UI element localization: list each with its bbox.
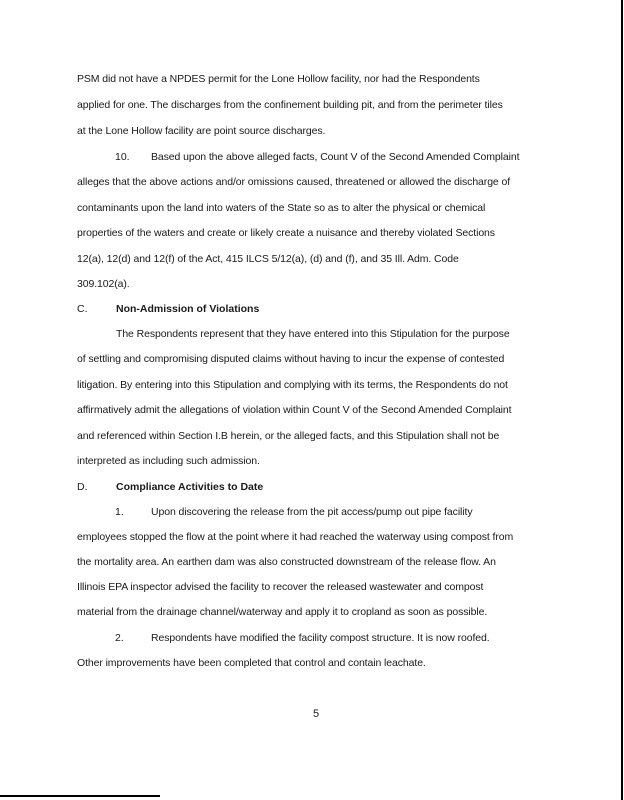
paragraph-line: at the Lone Hollow facility are point source discharges. <box>77 125 326 137</box>
paragraph-line: contaminants upon the land into waters of the State so as to alter the physical or chemical <box>77 202 486 214</box>
paragraph-line: 309.102(a). <box>77 278 130 290</box>
section-letter: D. <box>77 481 88 493</box>
scan-edge-right <box>621 0 623 800</box>
section-heading: Compliance Activities to Date <box>116 481 264 493</box>
paragraph-first-line: Respondents have modified the facility compost structure. It is now roofed. <box>151 632 490 644</box>
paragraph-line: of settling and compromising disputed claims without having to incur the expense of contested <box>77 353 505 365</box>
paragraph-line: litigation. By entering into this Stipulation and complying with its terms, the Respondents do not <box>77 379 508 391</box>
paragraph-first-line: The Respondents represent that they have entered into this Stipulation for the purpose <box>116 328 510 340</box>
paragraph-line: and referenced within Section I.B herein, or the alleged facts, and this Stipulation shall not be <box>77 430 500 442</box>
page-number: 5 <box>313 708 320 720</box>
paragraph-line: interpreted as including such admission. <box>77 455 260 467</box>
paragraph-line: alleges that the above actions and/or omissions caused, threatened or allowed the discharge of <box>77 176 511 188</box>
paragraph-number: 10. <box>115 151 130 163</box>
paragraph-line: Illinois EPA inspector advised the facility to recover the released wastewater and compost <box>77 581 484 593</box>
paragraph-line: employees stopped the flow at the point where it had reached the waterway using compost from <box>77 531 514 543</box>
paragraph-line: properties of the waters and create or likely create a nuisance and thereby violated Sections <box>77 227 495 239</box>
paragraph-line: PSM did not have a NPDES permit for the Lone Hollow facility, nor had the Respondents <box>77 73 480 85</box>
paragraph-line: applied for one. The discharges from the confinement building pit, and from the perimeter tiles <box>77 99 503 111</box>
paragraph-first-line: Upon discovering the release from the pit access/pump out pipe facility <box>151 506 473 518</box>
paragraph-first-line: Based upon the above alleged facts, Count V of the Second Amended Complaint <box>151 151 520 163</box>
paragraph-line: Other improvements have been completed that control and contain leachate. <box>77 657 426 669</box>
item-number: 1. <box>115 506 124 518</box>
section-letter: C. <box>77 303 88 315</box>
section-heading: Non-Admission of Violations <box>116 303 260 315</box>
paragraph-line: the mortality area. An earthen dam was also constructed downstream of the release flow. An <box>77 556 496 568</box>
paragraph-line: material from the drainage channel/waterway and apply it to cropland as soon as possible. <box>77 606 488 618</box>
item-number: 2. <box>115 632 124 644</box>
paragraph-line: 12(a), 12(d) and 12(f) of the Act, 415 ILCS 5/12(a), (d) and (f), and 35 Ill. Adm. Code <box>77 253 459 265</box>
paragraph-line: affirmatively admit the allegations of violation within Count V of the Second Amended Complaint <box>77 404 512 416</box>
